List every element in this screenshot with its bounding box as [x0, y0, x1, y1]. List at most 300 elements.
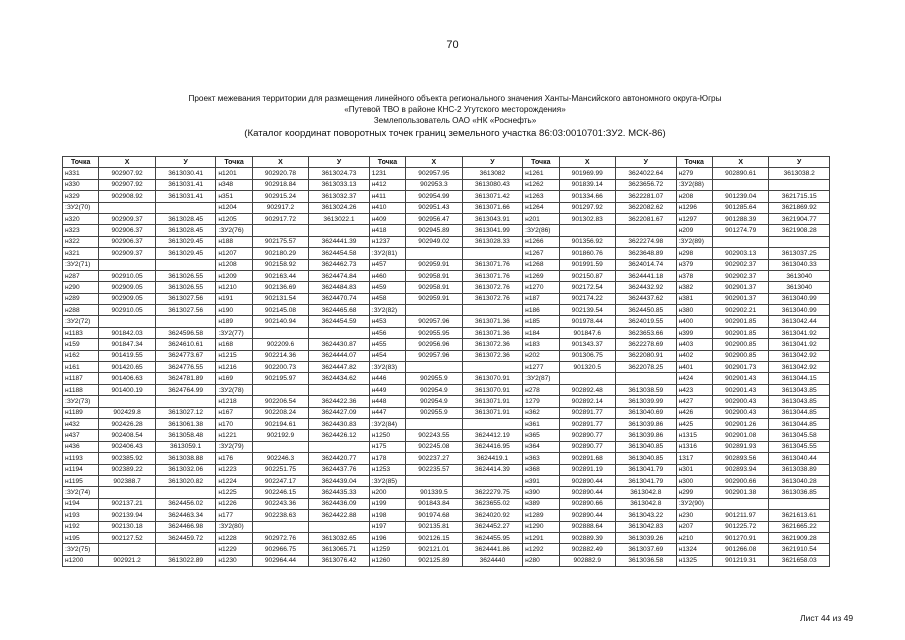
column-header: Точка: [369, 157, 405, 168]
point-cell: н1205: [216, 213, 252, 224]
point-cell: н402: [676, 350, 712, 361]
table-row: [63, 510, 830, 521]
point-cell: :ЗУ2(89): [676, 236, 712, 247]
x-cell: 902388.7: [99, 475, 156, 486]
point-cell: :ЗУ2(77): [216, 327, 252, 338]
x-cell: 902890.77: [559, 430, 616, 441]
x-cell: 902957.96: [406, 316, 463, 327]
x-cell: 902907.92: [99, 179, 156, 190]
table-row: [63, 430, 830, 441]
x-cell: [559, 373, 616, 384]
point-cell: н423: [676, 384, 712, 395]
x-cell: 902890.44: [559, 487, 616, 498]
x-cell: 901356.92: [559, 236, 616, 247]
y-cell: 3621869.92: [769, 202, 830, 213]
x-cell: [99, 259, 156, 270]
point-cell: н1290: [523, 521, 559, 532]
point-cell: н195: [63, 532, 99, 543]
point-cell: :ЗУ2(79): [216, 441, 252, 452]
point-cell: н1316: [676, 441, 712, 452]
x-cell: 902954.99: [406, 191, 463, 202]
table-row: [63, 418, 830, 429]
y-cell: 3613080.43: [462, 179, 523, 190]
x-cell: 901211.97: [712, 510, 769, 521]
x-cell: 902972.76: [252, 532, 309, 543]
table-row: [63, 555, 830, 566]
x-cell: [252, 441, 309, 452]
x-cell: 902951.43: [406, 202, 463, 213]
point-cell: н363: [523, 453, 559, 464]
point-cell: :ЗУ2(76): [216, 225, 252, 236]
point-cell: н208: [676, 191, 712, 202]
point-cell: н1189: [63, 407, 99, 418]
column-header: X: [252, 157, 309, 168]
y-cell: 3613082: [462, 168, 523, 179]
x-cell: 902882.9: [559, 555, 616, 566]
point-cell: н446: [369, 373, 405, 384]
y-cell: 3613071.42: [462, 191, 523, 202]
point-cell: н178: [369, 453, 405, 464]
header-line-2: «Путевой ТВО в районе КНС-2 Угутского месторождения»: [344, 105, 566, 114]
table-row: [63, 373, 830, 384]
point-cell: н186: [523, 305, 559, 316]
point-cell: н1296: [676, 202, 712, 213]
x-cell: 902214.36: [252, 350, 309, 361]
x-cell: 901266.08: [712, 544, 769, 555]
y-cell: 3623655.02: [462, 498, 523, 509]
y-cell: 3613022.1: [309, 213, 370, 224]
point-cell: н197: [369, 521, 405, 532]
point-cell: н199: [369, 498, 405, 509]
table-row: [63, 293, 830, 304]
y-cell: 3613027.56: [155, 305, 216, 316]
y-cell: 3613020.82: [155, 475, 216, 486]
x-cell: 902139.54: [559, 305, 616, 316]
x-cell: 902890.44: [559, 475, 616, 486]
x-cell: 902890.61: [712, 168, 769, 179]
table-row: [63, 350, 830, 361]
coordinates-table: [62, 156, 830, 567]
table-row: [63, 464, 830, 475]
point-cell: н1269: [523, 270, 559, 281]
y-cell: 3613059.1: [155, 441, 216, 452]
x-cell: 902125.89: [406, 555, 463, 566]
y-cell: 3624764.99: [155, 384, 216, 395]
x-cell: [252, 521, 309, 532]
x-cell: 902246.15: [252, 487, 309, 498]
x-cell: 902389.22: [99, 464, 156, 475]
y-cell: 3613071.36: [462, 327, 523, 338]
point-cell: н298: [676, 248, 712, 259]
point-cell: н162: [63, 350, 99, 361]
point-cell: н1221: [216, 430, 252, 441]
point-cell: н209: [676, 225, 712, 236]
x-cell: [712, 179, 769, 190]
x-cell: [252, 384, 309, 395]
point-cell: :ЗУ2(83): [369, 362, 405, 373]
y-cell: 3613036.58: [616, 555, 677, 566]
x-cell: 901860.76: [559, 248, 616, 259]
table-row: [63, 305, 830, 316]
point-cell: н278: [523, 384, 559, 395]
point-cell: н401: [676, 362, 712, 373]
x-cell: 902918.84: [252, 179, 309, 190]
x-cell: [99, 544, 156, 555]
x-cell: [406, 305, 463, 316]
point-cell: н331: [63, 168, 99, 179]
x-cell: 902247.17: [252, 475, 309, 486]
x-cell: 902406.43: [99, 441, 156, 452]
y-cell: [155, 316, 216, 327]
y-cell: 3613041.92: [769, 327, 830, 338]
x-cell: 902237.27: [406, 453, 463, 464]
x-cell: 902892.14: [559, 396, 616, 407]
point-cell: н1224: [216, 475, 252, 486]
point-cell: н198: [369, 510, 405, 521]
point-cell: н170: [216, 418, 252, 429]
point-cell: :ЗУ2(75): [63, 544, 99, 555]
table-row: [63, 407, 830, 418]
point-cell: н167: [216, 407, 252, 418]
point-cell: н411: [369, 191, 405, 202]
x-cell: 902163.44: [252, 270, 309, 281]
x-cell: 902957.96: [406, 350, 463, 361]
y-cell: [155, 259, 216, 270]
point-cell: н447: [369, 407, 405, 418]
x-cell: 902888.64: [559, 521, 616, 532]
x-cell: 902945.89: [406, 225, 463, 236]
x-cell: 901297.92: [559, 202, 616, 213]
point-cell: н1324: [676, 544, 712, 555]
point-cell: н1195: [63, 475, 99, 486]
y-cell: 3624441.18: [616, 270, 677, 281]
point-cell: н1215: [216, 350, 252, 361]
point-cell: :ЗУ2(82): [369, 305, 405, 316]
table-row: [63, 316, 830, 327]
y-cell: [462, 248, 523, 259]
y-cell: [462, 362, 523, 373]
y-cell: 3613040.99: [769, 305, 830, 316]
column-header: X: [99, 157, 156, 168]
y-cell: 3613076.42: [309, 555, 370, 566]
y-cell: 3624435.33: [309, 487, 370, 498]
document-header: [90, 93, 820, 141]
column-header: Точка: [216, 157, 252, 168]
y-cell: 3613071.66: [462, 202, 523, 213]
y-cell: 3613042.92: [769, 362, 830, 373]
x-cell: 902174.22: [559, 293, 616, 304]
y-cell: [155, 396, 216, 407]
y-cell: 3624452.27: [462, 521, 523, 532]
x-cell: 901978.44: [559, 316, 616, 327]
y-cell: 3624437.76: [309, 464, 370, 475]
table-row: [63, 362, 830, 373]
point-cell: 1231: [369, 168, 405, 179]
y-cell: 3613043.85: [769, 396, 830, 407]
point-cell: н184: [523, 327, 559, 338]
point-cell: н169: [216, 373, 252, 384]
table-row: [63, 339, 830, 350]
x-cell: 902909.37: [99, 248, 156, 259]
y-cell: [769, 498, 830, 509]
x-cell: 902956.47: [406, 213, 463, 224]
point-cell: н192: [63, 521, 99, 532]
y-cell: 3624465.68: [309, 305, 370, 316]
x-cell: 902956.96: [406, 339, 463, 350]
x-cell: 902900.43: [712, 396, 769, 407]
point-cell: н351: [216, 191, 252, 202]
point-cell: н190: [216, 305, 252, 316]
point-cell: :ЗУ2(71): [63, 259, 99, 270]
y-cell: 3613044.15: [769, 373, 830, 384]
x-cell: 902901.73: [712, 362, 769, 373]
point-cell: н437: [63, 430, 99, 441]
point-cell: н1325: [676, 555, 712, 566]
x-cell: 901847.6: [559, 327, 616, 338]
table-row: [63, 396, 830, 407]
point-cell: н391: [523, 475, 559, 486]
point-cell: н1218: [216, 396, 252, 407]
y-cell: 3613071.76: [462, 270, 523, 281]
table-row: [63, 202, 830, 213]
point-cell: н194: [63, 498, 99, 509]
y-cell: [769, 179, 830, 190]
point-cell: н380: [676, 305, 712, 316]
column-header: X: [559, 157, 616, 168]
x-cell: 902891.77: [559, 407, 616, 418]
point-cell: н189: [216, 316, 252, 327]
x-cell: [99, 202, 156, 213]
table-row: [63, 327, 830, 338]
point-cell: н1229: [216, 544, 252, 555]
point-cell: н168: [216, 339, 252, 350]
y-cell: [309, 384, 370, 395]
point-cell: н432: [63, 418, 99, 429]
x-cell: [406, 362, 463, 373]
x-cell: 901991.59: [559, 259, 616, 270]
point-cell: н1250: [369, 430, 405, 441]
table-header-row: [63, 157, 830, 168]
point-cell: н457: [369, 259, 405, 270]
y-cell: 3624416.95: [462, 441, 523, 452]
point-cell: н456: [369, 327, 405, 338]
point-cell: н1277: [523, 362, 559, 373]
x-cell: 902137.21: [99, 498, 156, 509]
y-cell: 3613028.45: [155, 213, 216, 224]
x-cell: 901274.79: [712, 225, 769, 236]
y-cell: 3624462.73: [309, 259, 370, 270]
point-cell: :ЗУ2(74): [63, 487, 99, 498]
y-cell: 3613072.76: [462, 293, 523, 304]
point-cell: :ЗУ2(72): [63, 316, 99, 327]
table-row: [63, 225, 830, 236]
y-cell: 3624422.36: [309, 396, 370, 407]
point-cell: н379: [676, 259, 712, 270]
x-cell: 902917.2: [252, 202, 309, 213]
y-cell: 3624459.72: [155, 532, 216, 543]
x-cell: 902901.43: [712, 384, 769, 395]
x-cell: 902891.68: [559, 453, 616, 464]
point-cell: н183: [523, 339, 559, 350]
x-cell: 902131.54: [252, 293, 309, 304]
y-cell: 3624484.83: [309, 282, 370, 293]
x-cell: 901239.04: [712, 191, 769, 202]
point-cell: н1268: [523, 259, 559, 270]
point-cell: :ЗУ2(81): [369, 248, 405, 259]
y-cell: 3613028.33: [462, 236, 523, 247]
point-cell: н207: [676, 521, 712, 532]
point-cell: н418: [369, 225, 405, 236]
point-cell: н448: [369, 396, 405, 407]
point-cell: н1267: [523, 248, 559, 259]
y-cell: 3622274.98: [616, 236, 677, 247]
x-cell: 901270.91: [712, 532, 769, 543]
x-cell: 902175.57: [252, 236, 309, 247]
point-cell: н176: [216, 453, 252, 464]
y-cell: 3621910.54: [769, 544, 830, 555]
x-cell: 902246.3: [252, 453, 309, 464]
x-cell: 902909.05: [99, 293, 156, 304]
x-cell: 902200.73: [252, 362, 309, 373]
y-cell: 3624422.88: [309, 510, 370, 521]
point-cell: н193: [63, 510, 99, 521]
y-cell: 3621909.28: [769, 532, 830, 543]
x-cell: 902235.57: [406, 464, 463, 475]
x-cell: 902901.08: [712, 430, 769, 441]
x-cell: 901302.83: [559, 213, 616, 224]
point-cell: :ЗУ2(70): [63, 202, 99, 213]
y-cell: 3613072.36: [462, 339, 523, 350]
point-cell: н1237: [369, 236, 405, 247]
x-cell: 902954.9: [406, 384, 463, 395]
y-cell: 3613024.26: [309, 202, 370, 213]
x-cell: [406, 475, 463, 486]
y-cell: 3624454.59: [309, 316, 370, 327]
y-cell: 3624432.92: [616, 282, 677, 293]
point-cell: н161: [63, 362, 99, 373]
point-cell: н361: [523, 418, 559, 429]
x-cell: 902903.13: [712, 248, 769, 259]
y-cell: 3613043.85: [769, 384, 830, 395]
y-cell: 3613071.91: [462, 396, 523, 407]
point-cell: н210: [676, 532, 712, 543]
point-cell: н1210: [216, 282, 252, 293]
y-cell: 3613032.65: [309, 532, 370, 543]
point-cell: н390: [523, 487, 559, 498]
point-cell: н389: [523, 498, 559, 509]
point-cell: н320: [63, 213, 99, 224]
y-cell: 3613058.48: [155, 430, 216, 441]
x-cell: 902901.26: [712, 418, 769, 429]
point-cell: н201: [523, 213, 559, 224]
x-cell: 902901.37: [712, 282, 769, 293]
point-cell: н1260: [369, 555, 405, 566]
y-cell: 3613032.37: [309, 191, 370, 202]
x-cell: 902953.3: [406, 179, 463, 190]
point-cell: н202: [523, 350, 559, 361]
table-row: [63, 168, 830, 179]
point-cell: н1193: [63, 453, 99, 464]
point-cell: н322: [63, 236, 99, 247]
y-cell: 3613044.85: [769, 418, 830, 429]
x-cell: 901334.66: [559, 191, 616, 202]
x-cell: 902882.49: [559, 544, 616, 555]
column-header: Точка: [523, 157, 559, 168]
point-cell: н191: [216, 293, 252, 304]
x-cell: 902208.24: [252, 407, 309, 418]
x-cell: 902957.95: [406, 168, 463, 179]
y-cell: 3613040.33: [769, 259, 830, 270]
point-cell: н329: [63, 191, 99, 202]
y-cell: 3613042.92: [769, 350, 830, 361]
x-cell: 902901.38: [712, 487, 769, 498]
x-cell: 902966.75: [252, 544, 309, 555]
point-cell: н1226: [216, 498, 252, 509]
y-cell: 3613039.86: [616, 430, 677, 441]
point-cell: н403: [676, 339, 712, 350]
y-cell: [462, 418, 523, 429]
y-cell: 3613026.55: [155, 270, 216, 281]
x-cell: 902909.05: [99, 282, 156, 293]
y-cell: [309, 441, 370, 452]
y-cell: 3623656.72: [616, 179, 677, 190]
y-cell: 3624610.61: [155, 339, 216, 350]
y-cell: 3613040.99: [769, 293, 830, 304]
table-row: [63, 475, 830, 486]
y-cell: [155, 487, 216, 498]
point-cell: н1266: [523, 236, 559, 247]
point-cell: :ЗУ2(86): [523, 225, 559, 236]
point-cell: н1200: [63, 555, 99, 566]
point-cell: н1270: [523, 282, 559, 293]
column-header: Точка: [63, 157, 99, 168]
y-cell: 3622082.62: [616, 202, 677, 213]
y-cell: 3613032.06: [155, 464, 216, 475]
x-cell: 901320.5: [559, 362, 616, 373]
x-cell: 902140.94: [252, 316, 309, 327]
point-cell: н1187: [63, 373, 99, 384]
x-cell: 902408.54: [99, 430, 156, 441]
point-cell: н1230: [216, 555, 252, 566]
x-cell: 902195.97: [252, 373, 309, 384]
x-cell: 902158.92: [252, 259, 309, 270]
y-cell: 3613028.45: [155, 225, 216, 236]
column-header: У: [616, 157, 677, 168]
y-cell: 3624426.12: [309, 430, 370, 441]
y-cell: 3624596.58: [155, 327, 216, 338]
y-cell: 3613040.44: [769, 453, 830, 464]
x-cell: [406, 248, 463, 259]
x-cell: 902955.9: [406, 407, 463, 418]
y-cell: 3613040: [769, 270, 830, 281]
table-row: [63, 532, 830, 543]
point-cell: н1204: [216, 202, 252, 213]
y-cell: 3621658.03: [769, 555, 830, 566]
x-cell: 902890.77: [559, 441, 616, 452]
x-cell: 902135.81: [406, 521, 463, 532]
point-cell: н409: [369, 213, 405, 224]
x-cell: 902130.18: [99, 521, 156, 532]
y-cell: [462, 475, 523, 486]
x-cell: [559, 225, 616, 236]
y-cell: 3613043.22: [616, 510, 677, 521]
x-cell: 902194.61: [252, 418, 309, 429]
x-cell: 902206.54: [252, 396, 309, 407]
x-cell: 902917.72: [252, 213, 309, 224]
x-cell: 902901.85: [712, 327, 769, 338]
page-number: 70: [446, 39, 459, 51]
y-cell: 3624014.74: [616, 259, 677, 270]
